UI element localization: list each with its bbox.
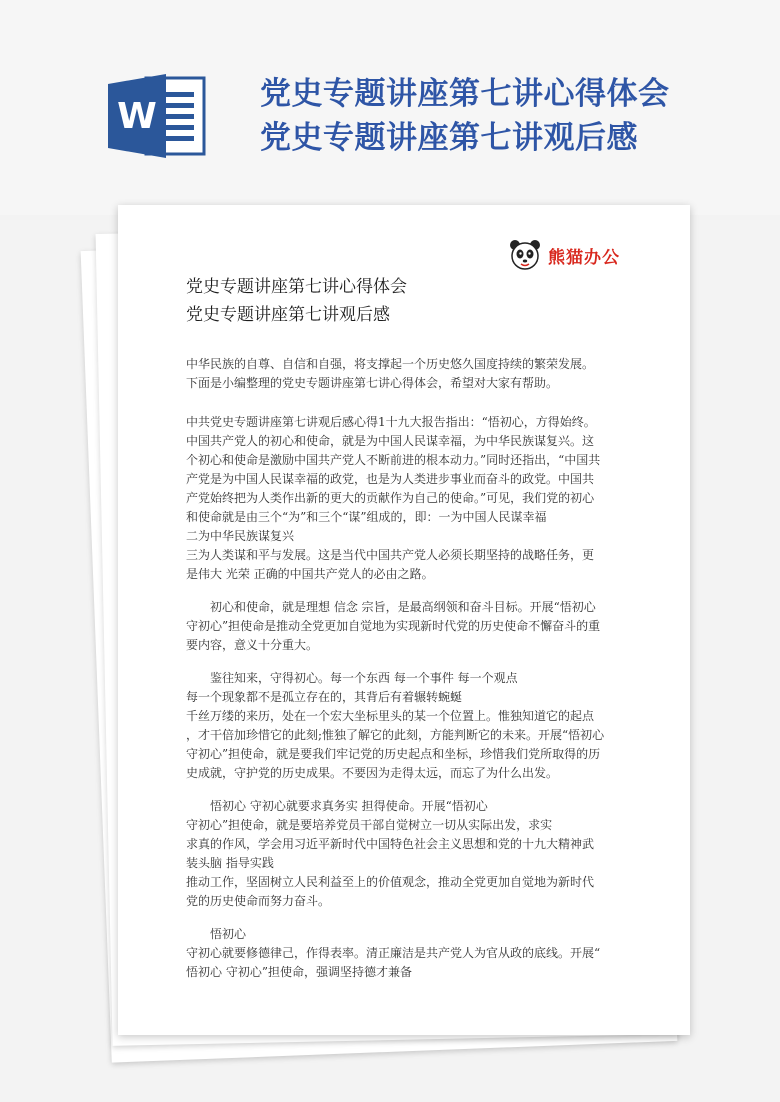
svg-text:W: W [117,96,157,137]
text-line: 党的历史使命而努力奋斗。 [186,894,331,908]
paragraph [186,598,626,655]
text-line: 守初心”担使命，就是要我们牢记党的历史起点和坐标，珍惜我们党所取得的历 [186,747,601,761]
header-title [260,72,770,160]
paragraph [186,413,626,584]
header-title-line-2: 党史专题讲座第七讲观后感 [260,120,638,156]
document-title-line-2: 党史专题讲座第七讲观后感 [186,305,390,325]
text-line: 守初心”担使命是推动全党更加自觉地为实现新时代党的历史使命不懈奋斗的重 [186,619,601,633]
text-line: 中国共产党人的初心和使命，就是为中国人民谋幸福，为中华民族谋复兴。这 [186,434,595,448]
brand-logo [508,237,620,273]
text-line: 下面是小编整理的党史专题讲座第七讲心得体会，希望对大家有帮助。 [186,376,559,390]
document-title [186,273,646,329]
paragraph [186,797,626,911]
word-icon [108,72,208,160]
text-line: 悟初心 守初心就要求真务实 担得使命。开展“悟初心 [210,799,488,813]
text-line: 求真的作风，学会用习近平新时代中国特色社会主义思想和党的十九大精神武 [186,837,595,851]
text-line: 悟初心 [210,927,247,941]
logo-text: 熊猫办公 [548,247,620,268]
text-line: 中共党史专题讲座第七讲观后感心得1十九大报告指出：“悟初心，方得始终。 [186,415,596,429]
paragraph [186,669,626,783]
paragraph [186,925,626,982]
paragraph [186,355,626,393]
text-line: 推动工作，坚固树立人民利益至上的价值观念，推动全党更加自觉地为新时代 [186,875,595,889]
text-line: 装头脑 指导实践 [186,856,274,870]
document-body [186,355,626,996]
text-line: 每一个现象都不是孤立存在的，其背后有着辗转蜿蜒 [186,690,463,704]
text-line: 悟初心 守初心”担使命，强调坚持德才兼备 [186,965,412,979]
text-line: 二为中华民族谋复兴 [186,529,295,543]
header-banner [0,0,780,215]
text-line: 守初心就要修德律己，作得表率。清正廉洁是共产党人为官从政的底线。开展“ [186,946,601,960]
text-line: 三为人类谋和平与发展。这是当代中国共产党人必须长期坚持的战略任务，更 [186,548,595,562]
text-line: 鉴往知来，守得初心。每一个东西 每一个事件 每一个观点 [210,671,518,685]
text-line: 守初心”担使命，就是要培养党员干部自觉树立一切从实际出发，求实 [186,818,553,832]
text-line: 初心和使命，就是理想 信念 宗旨，是最高纲领和奋斗目标。开展“悟初心 [210,600,596,614]
header-title-line-1: 党史专题讲座第七讲心得体会 [260,76,670,112]
panda-icon [508,238,542,272]
document-title-line-1: 党史专题讲座第七讲心得体会 [186,277,407,297]
text-line: 是伟大 光荣 正确的中国共产党人的必由之路。 [186,567,434,581]
text-line: 史成就，守护党的历史成果。不要因为走得太远，而忘了为什么出发。 [186,766,559,780]
text-line: 和使命就是由三个“为”和三个“谋”组成的，即：一为中国人民谋幸福 [186,510,547,524]
text-line: ，才干倍加珍惜它的此刻;惟独了解它的此刻，方能判断它的未来。开展“悟初心 [186,728,605,742]
text-line: 产党是为中国人民谋幸福的政党，也是为人类进步事业而奋斗的政党。中国共 [186,472,595,486]
text-line: 产党始终把为人类作出新的更大的贡献作为自己的使命。”可见，我们党的初心 [186,491,595,505]
document-page [118,205,690,1035]
text-line: 个初心和使命是激励中国共产党人不断前进的根本动力。”同时还指出，“中国共 [186,453,601,467]
text-line: 千丝万缕的来历，处在一个宏大坐标里头的某一个位置上。惟独知道它的起点 [186,709,595,723]
text-line: 中华民族的自尊、自信和自强，将支撑起一个历史悠久国度持续的繁荣发展。 [186,357,595,371]
text-line: 要内容，意义十分重大。 [186,638,319,652]
